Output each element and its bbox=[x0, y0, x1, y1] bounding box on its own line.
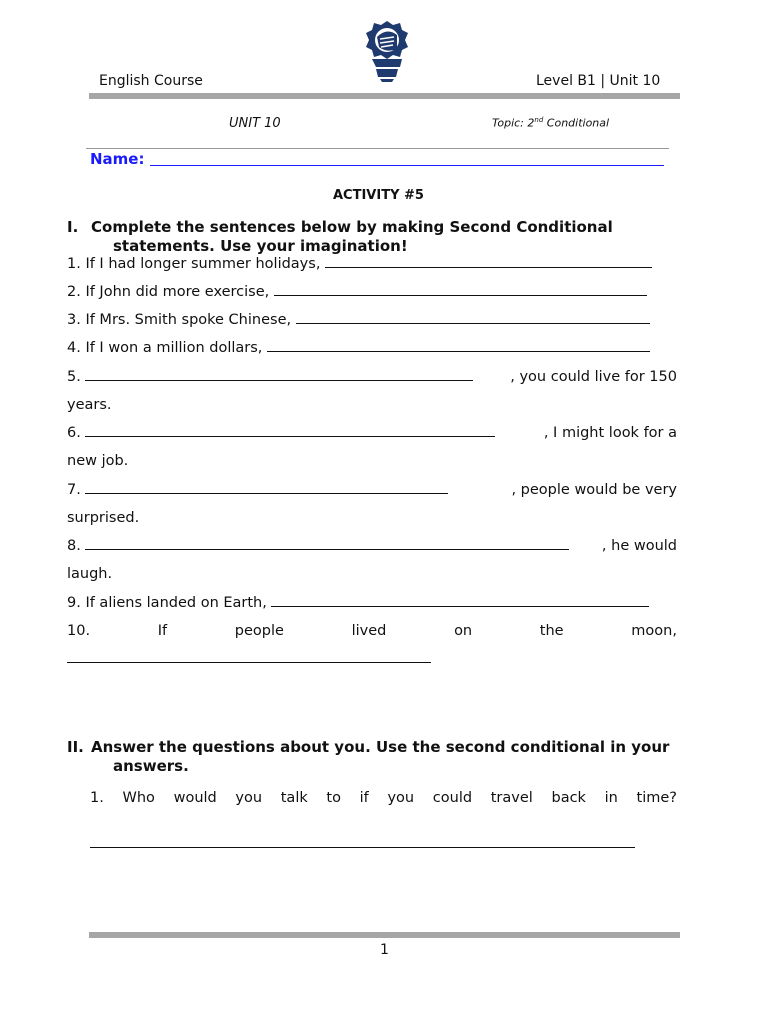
institution-logo-icon bbox=[364, 19, 410, 83]
header-divider bbox=[89, 93, 680, 99]
answer-blank[interactable] bbox=[67, 648, 431, 663]
answer-blank[interactable] bbox=[271, 592, 649, 607]
course-name: English Course bbox=[99, 73, 203, 89]
list-item: 2. If John did more exercise, bbox=[67, 278, 677, 306]
answer-line[interactable] bbox=[90, 847, 635, 848]
answer-blank[interactable] bbox=[325, 253, 652, 268]
topic-label: Topic: 2nd Conditional bbox=[492, 116, 610, 130]
answer-blank[interactable] bbox=[85, 535, 569, 550]
list-item: 4. If I won a million dollars, bbox=[67, 334, 677, 362]
answer-blank[interactable] bbox=[296, 309, 650, 324]
answer-blank[interactable] bbox=[267, 337, 650, 352]
list-item: 8. , he would laugh. bbox=[67, 532, 677, 588]
answer-blank[interactable] bbox=[85, 366, 473, 381]
list-item: 6. , I might look for a new job. bbox=[67, 419, 677, 475]
answer-blank[interactable] bbox=[85, 422, 495, 437]
activity-title: ACTIVITY #5 bbox=[333, 188, 424, 203]
list-item: 3. If Mrs. Smith spoke Chinese, bbox=[67, 306, 677, 334]
answer-blank[interactable] bbox=[274, 281, 647, 296]
name-field[interactable] bbox=[150, 165, 664, 166]
footer-divider bbox=[89, 932, 680, 938]
question-1: 1. Who would you talk to if you could travel back in time? bbox=[90, 790, 677, 806]
level-unit: Level B1 | Unit 10 bbox=[536, 73, 661, 89]
page-number: 1 bbox=[380, 942, 389, 958]
list-item: 10. If people lived on the moon, bbox=[67, 617, 677, 673]
section-1-instructions: I. Complete the sentences below by making Second Conditional statements. Use your imagination! bbox=[67, 218, 613, 255]
list-item: 9. If aliens landed on Earth, bbox=[67, 589, 677, 617]
answer-blank[interactable] bbox=[85, 479, 448, 494]
thin-divider bbox=[86, 148, 669, 149]
list-item: 1. If I had longer summer holidays, bbox=[67, 250, 677, 278]
unit-label: UNIT 10 bbox=[229, 116, 281, 131]
list-item: 5. , you could live for 150 years. bbox=[67, 363, 677, 419]
list-item: 7. , people would be very surprised. bbox=[67, 476, 677, 532]
name-label: Name: bbox=[90, 150, 145, 168]
section-2-instructions: II. Answer the questions about you. Use the second conditional in your answers. bbox=[67, 738, 670, 775]
